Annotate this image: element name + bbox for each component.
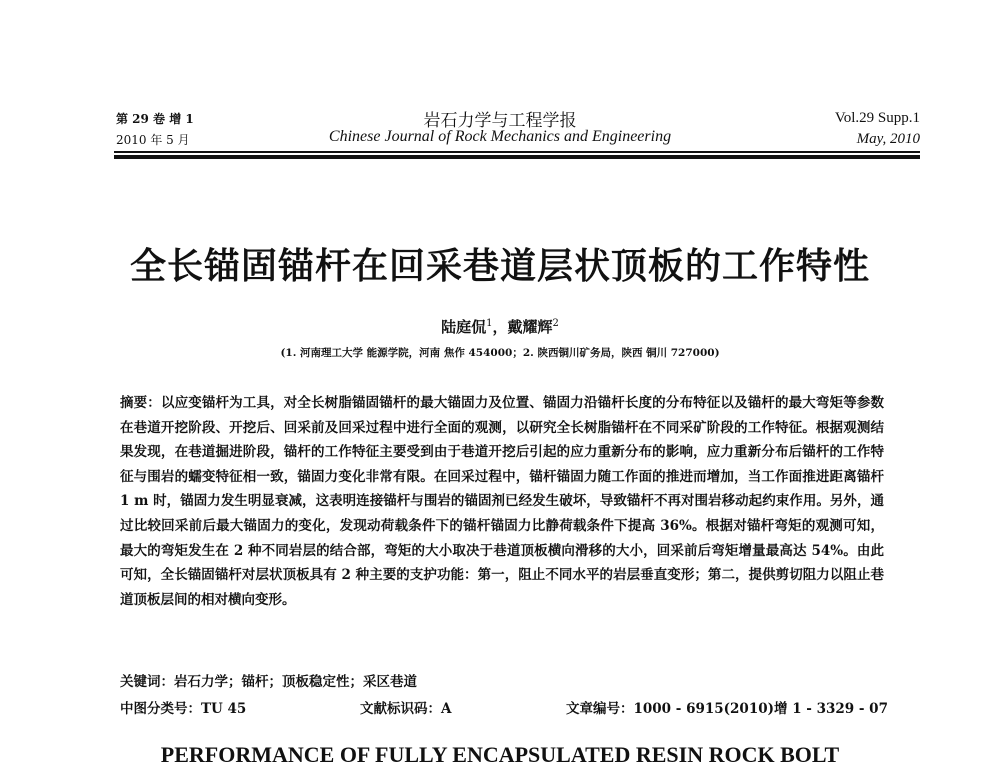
- author-1: 陆庭侃: [441, 318, 487, 336]
- doc-code-label: 文献标识码：: [360, 701, 441, 717]
- document-code: [360, 697, 451, 717]
- keywords-text: 岩石力学；锚杆；顶板稳定性；采区巷道: [174, 674, 417, 690]
- journal-title-en: Chinese Journal of Rock Mechanics and Engineering: [328, 128, 672, 145]
- abstract: [120, 391, 884, 612]
- author-1-affil-mark: 1: [486, 318, 493, 329]
- abstract-text: 以应变锚杆为工具，对全长树脂锚固锚杆的最大锚固力及位置、锚固力沿锚杆长度的分布特征以及锚杆的最大弯矩等参数在巷道开挖阶段、开挖后、回采前及回采过程中进行全面的观测，以研究全长树脂锚杆在不同采矿阶段的工作特征。根据观测结果发现，在巷道掘进阶段，锚杆的工作特征主要受到由于巷道开挖后引起的应力重新分布的影响，应力重新分布后锚杆的工作特征与围岩的蠕变特征相一致，锚固力变化非常有限。在回采过程中，锚杆锚固力随工作面的推进而增加，当工作面推进距离锚杆 1 m 时，锚固力发生明显衰减，这表明连接锚杆与围岩的锚固剂已经发生破坏，导致锚杆不再对围岩移动起约束作用。另外，通过比较回采前后最大锚固力的变化，发现动荷载条件下的锚杆锚固力比静荷载条件下提高 36%。根据对锚杆弯矩的观测可知，最大的弯矩发生在 2 种不同岩层的结合部，弯矩的大小取决于巷道顶板横向滑移的大小，回采前后弯矩增量最高达 54%。由此可知，全长锚固锚杆对层状顶板具有 2 种主要的支护功能：第一，阻止不同水平的岩层垂直变形；第二，提供剪切阻力以阻止巷道顶板层间的相对横向变形。: [120, 395, 884, 608]
- article-no-value: 1000 - 6915(2010)增 1 - 3329 - 07: [633, 701, 888, 717]
- author-separator: ，: [492, 318, 508, 336]
- article-title-cn: 全长锚固锚杆在回采巷道层状顶板的工作特性: [129, 246, 870, 287]
- keywords-label: 关键词：: [120, 674, 174, 690]
- header-volume-en: Vol.29 Supp.1: [834, 110, 920, 126]
- header-rule-thin: [114, 151, 920, 153]
- affiliations: (1. 河南理工大学 能源学院，河南 焦作 454000；2. 陕西铜川矿务局，陕西 铜川 727000): [280, 347, 720, 359]
- article-number: [566, 697, 888, 717]
- authors: [0, 316, 1000, 337]
- article-title-en: PERFORMANCE OF FULLY ENCAPSULATED RESIN ROCK BOLT: [160, 742, 840, 767]
- doc-code-value: A: [441, 701, 452, 717]
- clc-label: 中图分类号：: [120, 701, 201, 717]
- author-2: 戴耀辉: [507, 318, 553, 336]
- keywords: [120, 670, 417, 690]
- header-date-en: May, 2010: [856, 131, 920, 147]
- header-volume-cn: 第 29 卷 增 1: [116, 112, 194, 126]
- abstract-label: 摘要：: [120, 395, 161, 411]
- author-2-affil-mark: 2: [552, 318, 559, 329]
- article-no-label: 文章编号：: [566, 701, 634, 717]
- journal-title-cn: 岩石力学与工程学报: [423, 111, 577, 131]
- header-rule-thick: [114, 155, 920, 159]
- header-date-cn: 2010 年 5 月: [116, 133, 190, 147]
- clc-number: [120, 697, 246, 717]
- clc-value: TU 45: [201, 701, 247, 717]
